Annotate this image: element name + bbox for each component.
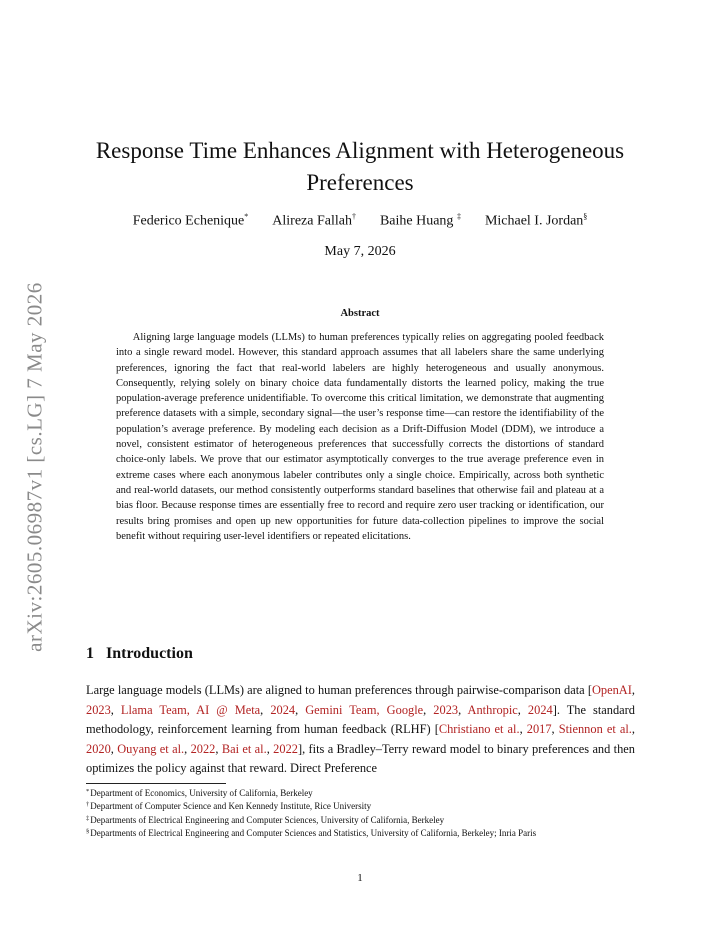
citation-link[interactable]: Stiennon et al. <box>558 722 632 737</box>
author-name: Alireza Fallah <box>272 213 352 229</box>
citation-link[interactable]: 2022 <box>273 741 298 756</box>
footnote-text: Departments of Electrical Engineering and Computer Sciences, University of California, Berkeley <box>90 814 445 825</box>
footnote-mark: ‡ <box>86 814 90 822</box>
author-name: Federico Echenique <box>132 213 245 229</box>
footnote-mark: * <box>86 788 90 795</box>
footnote-text: Departments of Electrical Engineering and Computer Sciences and Statistics, University of California, Berkeley; Inria Paris <box>90 828 537 839</box>
citation-link[interactable]: 2024 <box>270 702 296 717</box>
arxiv-id-text: arXiv:2605.06987v1 [cs.LG] 7 May 2026 <box>22 282 47 652</box>
footnote <box>86 826 635 839</box>
abstract-heading: Abstract <box>340 308 380 319</box>
body-text: ], fits a Bradley–Terry reward model to binary preferences and then optimizes the policy against that reward. Direct Preference <box>86 741 636 776</box>
citation-link[interactable]: 2023 <box>433 702 459 717</box>
separator: , <box>517 702 528 717</box>
separator: , <box>266 741 274 756</box>
citation-link[interactable]: OpenAI <box>591 683 632 697</box>
introduction-paragraph <box>86 681 635 779</box>
citation-link[interactable]: 2022 <box>190 741 216 756</box>
author-affiliation-mark: ‡ <box>456 212 461 221</box>
section-title: Introduction <box>106 645 193 662</box>
separator: , <box>260 702 271 717</box>
citation-link[interactable]: Gemini Team, Google <box>305 702 424 717</box>
footnote-text: Department of Economics, University of California, Berkeley <box>90 788 313 798</box>
separator: , <box>458 702 468 717</box>
author <box>380 212 461 230</box>
footnotes <box>86 786 635 840</box>
author-name: Baihe Huang <box>379 213 454 229</box>
author <box>272 212 356 230</box>
separator: , <box>631 722 635 737</box>
separator: , <box>184 741 191 756</box>
section-heading <box>86 645 193 663</box>
separator: , <box>423 702 434 717</box>
citation-link[interactable]: Bai et al. <box>221 741 267 756</box>
separator: , <box>551 722 559 737</box>
footnote-mark: † <box>86 801 90 809</box>
author-affiliation-mark: § <box>583 212 588 221</box>
body-text: ]. The standard methodology, reinforcement learning from human feedback (RLHF) [ <box>86 702 636 737</box>
footnote <box>86 799 635 812</box>
author <box>133 212 249 230</box>
separator: , <box>215 741 222 756</box>
separator: , <box>110 702 121 717</box>
footnote-text: Department of Computer Science and Ken Kennedy Institute, Rice University <box>90 801 372 812</box>
author-affiliation-mark: † <box>351 212 356 221</box>
author-name: Michael I. Jordan <box>484 213 584 229</box>
section-number: 1 <box>86 645 94 662</box>
footnote-mark: § <box>86 828 90 836</box>
separator: , <box>519 722 527 737</box>
page-number: 1 <box>357 872 363 884</box>
citation-link[interactable]: 2023 <box>86 702 111 717</box>
citation-link[interactable]: 2017 <box>526 722 552 737</box>
author-affiliation-mark: * <box>244 212 249 221</box>
footnote <box>86 786 635 799</box>
citation-link[interactable]: 2020 <box>86 741 111 756</box>
separator: , <box>110 741 118 756</box>
footnote <box>86 813 635 826</box>
body-text: Large language models (LLMs) are aligned to human preferences through pairwise-comparison data [ <box>86 683 592 697</box>
citation-link[interactable]: Llama Team, AI @ Meta <box>120 702 261 717</box>
arxiv-identifier-stamp <box>20 262 50 672</box>
footnote-divider <box>86 783 226 784</box>
separator: , <box>295 702 306 717</box>
separator: , <box>631 683 635 697</box>
citation-link[interactable]: Ouyang et al. <box>117 741 185 756</box>
citation-link[interactable]: Anthropic <box>467 702 518 717</box>
publication-date: May 7, 2026 <box>324 244 396 259</box>
paper-title: Response Time Enhances Alignment with Heterogeneous Preferences <box>95 138 625 195</box>
citation-link[interactable]: Christiano et al. <box>438 722 520 737</box>
citation-link[interactable]: 2024 <box>527 702 553 717</box>
author-list <box>80 212 640 230</box>
abstract-body: Aligning large language models (LLMs) to human preferences typically relies on aggregating pooled feedback into a single reward model. However, this standard approach assumes that all labelers share the same underlying preferences, ignoring the fact that real-world labelers are highly heterogeneous and usually anonymous. Consequently, relying solely on binary choice data fundamentally distorts the learned policy, making the true population-average preference unidentifiable. To overcome this critical limitation, we demonstrate that augmenting preference datasets with a simple, secondary signal—the user’s response time—can restore the identifiability of the population’s average preference. By modeling each decision as a Drift-Diffusion Model (DDM), we introduce a novel, consistent estimator of heterogeneous preferences that successfully corrects the distortions of standard choice-only labels. We prove that our estimator asymptotically converges to the true average preference even in extreme cases where each anonymous labeler contributes only a single choice. Empirically, across both synthetic and real-world datasets, our method consistently outperforms standard baselines that otherwise fail and plateau at a bias floor. Because response times are essentially free to record and require zero user tracking or identification, our results bring promises and open up new opportunities for future data-collection pipelines to improve the social benefit without requiring user-level identifiers or repeated elicitations. <box>116 332 604 542</box>
author <box>485 212 587 230</box>
